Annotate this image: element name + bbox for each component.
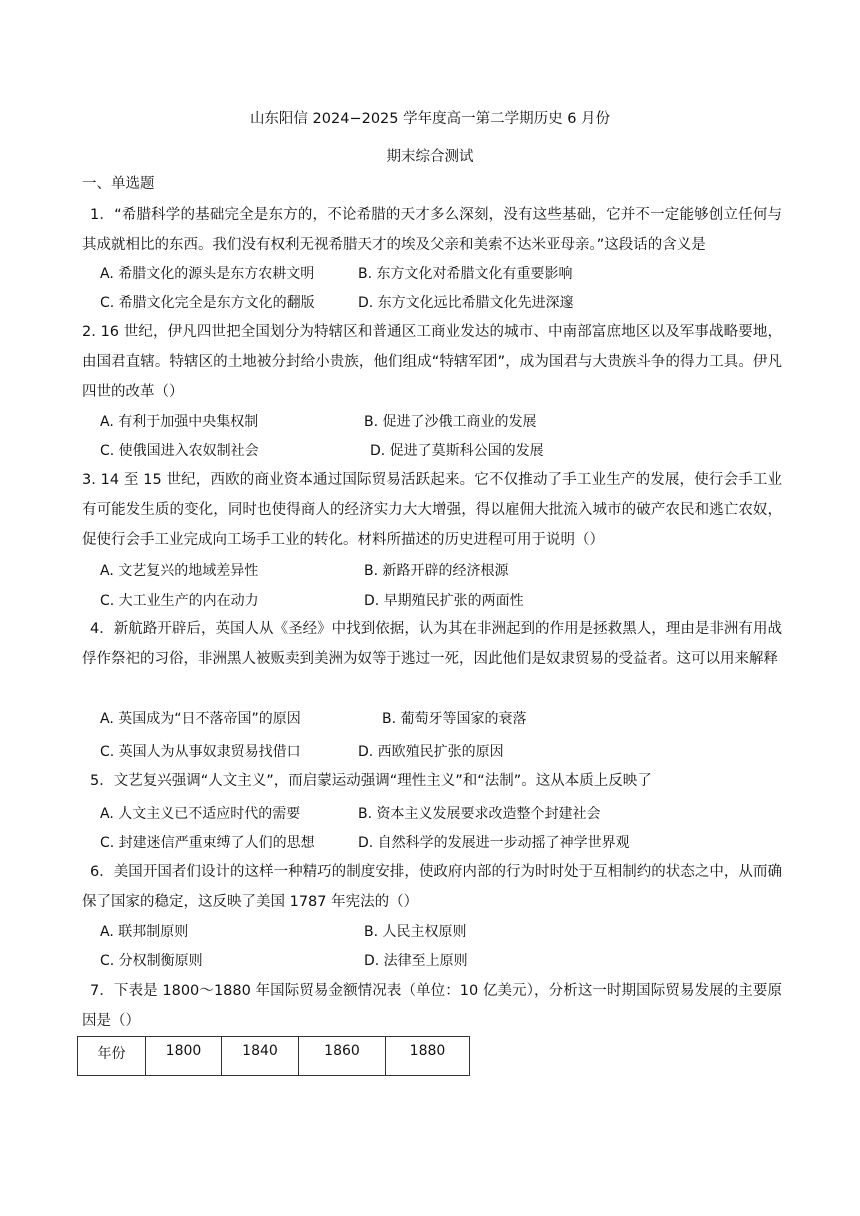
question-4-option-b[interactable]: B. 葡萄牙等国家的衰落 (382, 711, 527, 727)
question-4-option-a[interactable]: A. 英国成为“日不落帝国”的原因 (100, 711, 301, 727)
question-7-stem: 7．下表是 1800～1880 年国际贸易金额情况表（单位：10 亿美元），分析这一时期国际贸易发展的主要原因是（） (82, 983, 782, 1029)
question-5-stem: 5．文艺复兴强调“人文主义”，而启蒙运动强调“理性主义”和“法制”。这从本质上反映了 (90, 773, 652, 789)
question-2-option-b[interactable]: B. 促进了沙俄工商业的发展 (364, 414, 537, 430)
question-2-stem: 2. 16 世纪，伊凡四世把全国划分为特辖区和普通区工商业发达的城市、中南部富庶地区以及军事战略要地，由国君直辖。特辖区的土地被分封给小贵族，他们组成“特辖军团”，成为国君与大贵族斗争的得力工具。伊凡四世的改革（） (82, 324, 782, 400)
question-3-option-c[interactable]: C. 大工业生产的内在动力 (100, 593, 259, 609)
table-cell-year-header: 年份 (78, 1037, 146, 1076)
question-4-option-c[interactable]: C. 英国人为从事奴隶贸易找借口 (100, 744, 301, 760)
question-5-option-a[interactable]: A. 人文主义已不适应时代的需要 (100, 806, 301, 822)
question-4-stem: 4．新航路开辟后，英国人从《圣经》中找到依据，认为其在非洲起到的作用是拯救黑人，理由是非洲有用战俘作祭祀的习俗，非洲黑人被贩卖到美洲为奴等于逃过一死，因此他们是奴隶贸易的受益者。这可以用来解释 (82, 621, 782, 667)
table-cell: 1880 (386, 1037, 470, 1076)
question-1-option-c[interactable]: C. 希腊文化完全是东方文化的翻版 (100, 295, 315, 311)
question-1-stem: 1．“希腊科学的基础完全是东方的，不论希腊的天才多么深刻，没有这些基础，它并不一定能够创立任何与其成就相比的东西。我们没有权利无视希腊天才的埃及父亲和美索不达米亚母亲。”这段话的含义是 (82, 207, 782, 253)
question-6-option-a[interactable]: A. 联邦制原则 (100, 924, 189, 940)
question-1-option-b[interactable]: B. 东方文化对希腊文化有重要影响 (358, 266, 573, 282)
question-3-stem: 3. 14 至 15 世纪，西欧的商业资本通过国际贸易活跃起来。它不仅推动了手工业生产的发展，使行会手工业有可能发生质的变化，同时也使得商人的经济实力大大增强，得以雇佣大批流入城市的破产农民和逃亡农奴，促使行会手工业完成向工场手工业的转化。材料所描述的历史进程可用于说明（） (82, 472, 782, 548)
question-6-stem: 6．美国开国者们设计的这样一种精巧的制度安排，使政府内部的行为时时处于互相制约的状态之中，从而确保了国家的稳定，这反映了美国 1787 年宪法的（） (82, 864, 782, 910)
question-2-option-d[interactable]: D. 促进了莫斯科公国的发展 (370, 443, 544, 459)
question-5-option-c[interactable]: C. 封建迷信严重束缚了人们的思想 (100, 835, 315, 851)
question-1-option-d[interactable]: D. 东方文化远比希腊文化先进深邃 (358, 295, 574, 311)
question-2-option-a[interactable]: A. 有利于加强中央集权制 (100, 414, 259, 430)
table-cell: 1860 (299, 1037, 386, 1076)
question-6-option-b[interactable]: B. 人民主权原则 (364, 924, 467, 940)
question-5-option-d[interactable]: D. 自然科学的发展进一步动摇了神学世界观 (358, 835, 630, 851)
document-subtitle: 期末综合测试 (386, 149, 474, 165)
question-1-option-a[interactable]: A. 希腊文化的源头是东方农耕文明 (100, 266, 315, 282)
question-6-option-c[interactable]: C. 分权制衡原则 (100, 953, 203, 969)
table-row (78, 1037, 470, 1076)
section-heading: 一、单选题 (82, 176, 155, 192)
question-5-option-b[interactable]: B. 资本主义发展要求改造整个封建社会 (358, 806, 601, 822)
question-4-option-d[interactable]: D. 西欧殖民扩张的原因 (358, 744, 504, 760)
question-3-option-b[interactable]: B. 新路开辟的经济根源 (364, 563, 509, 579)
trade-table (77, 1036, 470, 1076)
document-title: 山东阳信 2024−2025 学年度高一第二学期历史 6 月份 (249, 111, 611, 127)
question-3-option-a[interactable]: A. 文艺复兴的地域差异性 (100, 563, 259, 579)
question-6-option-d[interactable]: D. 法律至上原则 (364, 953, 468, 969)
question-3-option-d[interactable]: D. 早期殖民扩张的两面性 (364, 593, 524, 609)
table-cell: 1840 (222, 1037, 299, 1076)
table-cell: 1800 (146, 1037, 222, 1076)
question-2-option-c[interactable]: C. 使俄国进入农奴制社会 (100, 443, 259, 459)
